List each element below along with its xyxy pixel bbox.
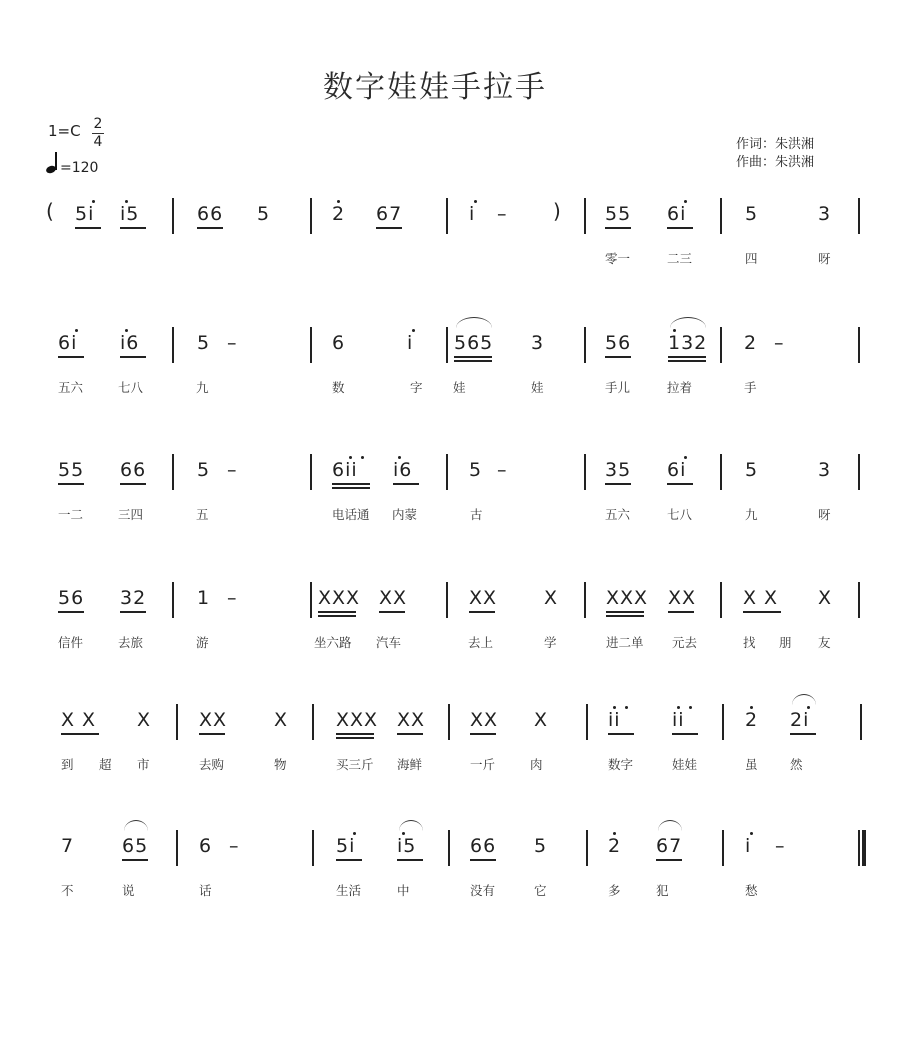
octave-dot [353,832,356,835]
note-group: 67 [376,203,403,225]
beam-underline [61,733,99,735]
note-group: i5 [120,203,140,225]
beam-underline [667,227,693,229]
lyric-syllable: 市 [137,757,150,772]
note-group: ii [608,709,621,731]
note-group: X [818,587,833,609]
note-group: 5 [745,459,759,481]
note-group: – [497,459,508,481]
note-group: i [407,332,414,354]
bar-line [584,198,586,234]
beam-underline [743,611,781,613]
lyric-syllable: 娃 [453,380,466,395]
bar-line [446,198,448,234]
lyric-syllable: 手儿 [605,380,631,395]
beam-underline [197,227,223,229]
octave-dot [689,706,692,709]
composer: 作曲：朱洪湘 [736,155,815,170]
note-group: 56 [58,587,85,609]
lyric-syllable: 虽 [745,757,758,772]
lyric-syllable: 去购 [199,757,225,772]
quarter-note-icon [46,152,60,176]
slur-mark [658,820,682,831]
note-group: 5i [336,835,356,857]
note-group: 5 [197,459,211,481]
note-group: 5 [745,203,759,225]
beam-underline [318,611,356,613]
note-group: i6 [120,332,140,354]
note-group: 2 [744,332,758,354]
beam-underline [606,611,644,613]
bar-line [176,704,178,740]
lyric-syllable: 话 [199,883,212,898]
note-group: 3 [818,203,832,225]
lyric-syllable: 生活 [336,883,362,898]
beam-underline [199,733,225,735]
beam-underline [318,615,356,617]
note-group: 5 [469,459,483,481]
lyric-syllable: 元去 [672,635,698,650]
score-row [0,196,900,306]
note-group: – [497,203,508,225]
note-group: i [469,203,476,225]
lyric-syllable: 没有 [470,883,496,898]
note-group: – [774,332,785,354]
key-signature: 1=C [48,122,81,140]
note-group: 5 [534,835,548,857]
beam-underline [336,733,374,735]
octave-dot [349,456,352,459]
note-group: 65 [122,835,149,857]
note-group: 2 [332,203,346,225]
note-group: XX [379,587,408,609]
octave-dot [613,706,616,709]
bar-line [860,704,862,740]
lyric-syllable: 物 [274,757,287,772]
note-group: 5 [257,203,271,225]
beam-underline [608,733,634,735]
lyric-syllable: 朋 [779,635,792,650]
beam-underline [120,227,146,229]
note-group: 132 [668,332,708,354]
bar-line [312,830,314,866]
bar-line [720,454,722,490]
song-title: 数字娃娃手拉手 [323,70,547,105]
note-group: XXX [606,587,649,609]
octave-dot [337,200,340,203]
lyric-syllable: 零一 [605,251,631,266]
final-bar-line [862,830,866,866]
score-row [0,325,900,435]
lyric-syllable: 五六 [605,507,631,522]
lyric-syllable: 去上 [468,635,494,650]
note-group: 67 [656,835,683,857]
beam-underline [469,611,495,613]
bar-line [448,830,450,866]
lyric-syllable: 二三 [667,251,693,266]
note-group: – [227,459,238,481]
bar-line [720,582,722,618]
octave-dot [684,200,687,203]
note-group: – [229,835,240,857]
beam-underline [470,733,496,735]
beam-underline [379,611,405,613]
beam-underline [58,356,84,358]
note-group: – [227,332,238,354]
beam-underline [376,227,402,229]
note-group: 56 [605,332,632,354]
beam-underline [668,360,706,362]
bar-line [172,327,174,363]
lyric-syllable: 字 [410,380,423,395]
beam-underline [605,227,631,229]
note-group: XX [470,709,499,731]
note-group: XX [199,709,228,731]
octave-dot [807,706,810,709]
bar-line [722,704,724,740]
note-group: 2i [790,709,810,731]
lyric-syllable: 友 [818,635,831,650]
beam-underline [397,733,423,735]
note-group: 5i [75,203,95,225]
note-group: i5 [397,835,417,857]
bar-line [720,327,722,363]
lyric-syllable: 去旅 [118,635,144,650]
note-group: 6i [667,203,687,225]
beam-underline [790,733,816,735]
lyric-syllable: 海鲜 [397,757,423,772]
beam-underline [668,611,694,613]
note-group: XX [397,709,426,731]
beam-underline [58,483,84,485]
bar-line [858,327,860,363]
repeat-parenthesis: ) [553,199,561,223]
note-group: 7 [61,835,75,857]
note-group: XX [469,587,498,609]
bar-line [446,327,448,363]
time-signature [92,116,104,151]
beam-underline [122,859,148,861]
bar-line [310,198,312,234]
note-group: i [745,835,752,857]
note-group: X [274,709,289,731]
beam-underline [397,859,423,861]
note-group: 66 [197,203,224,225]
note-group: 2 [745,709,759,731]
bar-line [584,454,586,490]
lyric-syllable: 拉着 [667,380,693,395]
octave-dot [673,329,676,332]
octave-dot [402,832,405,835]
lyric-syllable: 犯 [656,883,669,898]
lyric-syllable: 游 [196,635,209,650]
lyric-syllable: 七八 [118,380,144,395]
lyric-syllable: 肉 [530,757,543,772]
note-group: XXX [318,587,361,609]
score-row [0,828,900,938]
note-group: X [137,709,152,731]
lyric-syllable: 娃娃 [672,757,698,772]
octave-dot [125,200,128,203]
octave-dot [125,329,128,332]
lyric-syllable: 四 [745,251,758,266]
lyric-syllable: 古 [470,507,483,522]
lyric-syllable: 呀 [818,507,831,522]
beam-underline [332,483,370,485]
bar-line [310,582,312,618]
beam-underline [120,356,146,358]
octave-dot [677,706,680,709]
bar-line [586,830,588,866]
lyric-syllable: 中 [397,883,410,898]
note-group: X X [61,709,97,731]
bar-line [586,704,588,740]
note-group: 5 [197,332,211,354]
beam-underline [336,737,374,739]
lyric-syllable: 手 [744,380,757,395]
note-group: 66 [120,459,147,481]
beam-underline [667,483,693,485]
lyric-syllable: 一斤 [470,757,496,772]
time-signature-top: 2 [93,116,103,132]
octave-dot [398,456,401,459]
bar-line [310,454,312,490]
lyric-syllable: 呀 [818,251,831,266]
lyric-syllable: 九 [745,507,758,522]
beam-underline [454,360,492,362]
note-group: i6 [393,459,413,481]
beam-underline [656,859,682,861]
beam-underline [672,733,698,735]
lyric-syllable: 多 [608,883,621,898]
note-group: 3 [531,332,545,354]
time-signature-bottom: 4 [93,134,103,150]
bar-line [722,830,724,866]
lyric-syllable: 信件 [58,635,84,650]
octave-dot [75,329,78,332]
octave-dot [625,706,628,709]
bar-line [720,198,722,234]
note-group: 3 [818,459,832,481]
beam-underline [605,483,631,485]
lyric-syllable: 说 [122,883,135,898]
octave-dot [474,200,477,203]
note-group: 6i [667,459,687,481]
note-group: – [775,835,786,857]
slur-mark [792,694,816,705]
lyric-syllable: 找 [743,635,756,650]
note-group: – [227,587,238,609]
repeat-parenthesis: ( [46,199,54,223]
note-group: XX [668,587,697,609]
note-group: 1 [197,587,211,609]
note-group: X [534,709,549,731]
beam-underline [120,483,146,485]
note-group: 2 [608,835,622,857]
octave-dot [750,832,753,835]
lyric-syllable: 学 [544,635,557,650]
beam-underline [120,611,146,613]
lyric-syllable: 坐六路 [314,635,352,650]
lyric-syllable: 进二单 [606,635,644,650]
octave-dot [361,456,364,459]
octave-dot [684,456,687,459]
note-group: 6ii [332,459,358,481]
slur-mark [670,317,706,328]
lyric-syllable: 数字 [608,757,634,772]
lyric-syllable: 超 [99,757,112,772]
note-group: 6i [58,332,78,354]
beam-underline [470,859,496,861]
lyric-syllable: 五六 [58,380,84,395]
note-group: 6 [332,332,346,354]
bar-line [312,704,314,740]
octave-dot [613,832,616,835]
note-group: X X [743,587,779,609]
beam-underline [454,356,492,358]
beam-underline [605,356,631,358]
lyric-syllable: 然 [790,757,803,772]
bar-line [448,704,450,740]
lyric-syllable: 一二 [58,507,84,522]
note-group: 6 [199,835,213,857]
bar-line [172,582,174,618]
bar-line [172,454,174,490]
note-group: 32 [120,587,147,609]
bar-line [172,198,174,234]
bar-line [858,198,860,234]
lyric-syllable: 它 [534,883,547,898]
bar-line [858,582,860,618]
beam-underline [668,356,706,358]
bar-line [858,454,860,490]
octave-dot [750,706,753,709]
note-group: 55 [605,203,632,225]
slur-mark [456,317,492,328]
note-group: 55 [58,459,85,481]
beam-underline [58,611,84,613]
note-group: 66 [470,835,497,857]
lyricist: 作词：朱洪湘 [736,137,815,152]
octave-dot [92,200,95,203]
lyric-syllable: 电话通 [332,507,370,522]
lyric-syllable: 不 [61,883,74,898]
lyric-syllable: 内蒙 [392,507,418,522]
lyric-syllable: 愁 [745,883,758,898]
beam-underline [606,615,644,617]
score-row [0,702,900,812]
note-group: X [544,587,559,609]
slur-mark [124,820,148,831]
bar-line [310,327,312,363]
tempo-mark [46,152,98,176]
final-bar-line [858,830,860,866]
bar-line [584,327,586,363]
lyric-syllable: 五 [196,507,209,522]
score-row [0,452,900,562]
beam-underline [393,483,419,485]
lyric-syllable: 九 [196,380,209,395]
slur-mark [399,820,423,831]
lyric-syllable: 娃 [531,380,544,395]
beam-underline [75,227,101,229]
note-group: ii [672,709,685,731]
score-row [0,580,900,690]
bar-line [446,454,448,490]
octave-dot [412,329,415,332]
note-group: 565 [454,332,494,354]
lyric-syllable: 买三斤 [336,757,374,772]
credits [736,136,814,172]
beam-underline [336,859,362,861]
lyric-syllable: 到 [61,757,74,772]
tempo-value: =120 [60,160,99,176]
bar-line [584,582,586,618]
lyric-syllable: 三四 [118,507,144,522]
note-group: XXX [336,709,379,731]
lyric-syllable: 七八 [667,507,693,522]
bar-line [176,830,178,866]
note-group: 35 [605,459,632,481]
bar-line [446,582,448,618]
lyric-syllable: 汽车 [376,635,402,650]
beam-underline [332,487,370,489]
lyric-syllable: 数 [332,380,345,395]
